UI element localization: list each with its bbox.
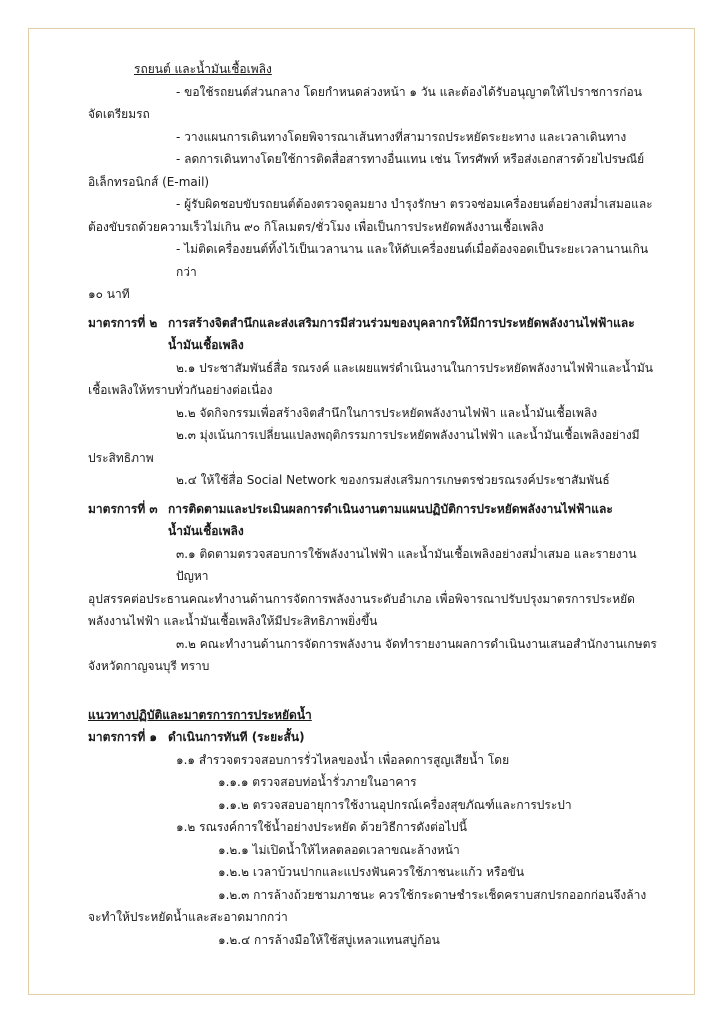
water-section-heading: แนวทางปฏิบัติและมาตรการการประหยัดน้ำ	[88, 707, 312, 722]
measure-3-title-line1: การติดตามและประเมินผลการดำเนินงานตามแผนปฏิบัติการประหยัดพลังงานไฟฟ้าและ	[168, 501, 613, 516]
vehicle-item-5-line2: ๑๐ นาที	[88, 287, 130, 301]
measure-3-label: มาตรการที่ ๓	[88, 501, 158, 516]
measure-2-label: มาตรการที่ ๒	[88, 315, 158, 330]
water-item-1-1-2: ๑.๑.๒ ตรวจสอบอายุการใช้งานอุปกรณ์เครื่องสุขภัณฑ์และการประปา	[218, 797, 572, 812]
vehicle-item-4-line2: ต้องขับรถด้วยความเร็วไม่เกิน ๙๐ กิโลเมตร/ชั่วโมง เพื่อเป็นการประหยัดพลังงานเชื้อเพลิง	[88, 219, 544, 234]
measure-3-title-line2: น้ำมันเชื้อเพลิง	[168, 524, 244, 538]
water-measure-1-title: ดำเนินการทันที (ระยะสั้น)	[168, 730, 305, 744]
water-item-1-1-1: ๑.๑.๑ ตรวจสอบท่อน้ำรั่วภายในอาคาร	[218, 775, 417, 789]
water-item-1-2-3-line2: จะทำให้ประหยัดน้ำและสะอาดมากกว่า	[88, 910, 288, 924]
measure-3-item-2-line1: ๓.๒ คณะทำงานด้านการจัดการพลังงาน จัดทำรายงานผลการดำเนินงานเสนอสำนักงานเกษตร	[176, 636, 657, 651]
measure-2-heading	[88, 312, 668, 357]
water-measure-1-label: มาตรการที่ ๑	[88, 730, 158, 744]
measure-3-item-1-line2: อุปสรรคต่อประธานคณะทำงานด้านการจัดการพลังงานระดับอำเภอ เพื่อพิจารณาปรับปรุงมาตรการประหยัด	[88, 591, 635, 606]
measure-2-item-2: ๒.๒ จัดกิจกรรมเพื่อสร้างจิตสำนึกในการประหยัดพลังงานไฟฟ้า และน้ำมันเชื้อเพลิง	[176, 405, 598, 420]
vehicle-item-4-line1: - ผู้รับผิดชอบขับรถยนต์ต้องตรวจดูลมยาง บำรุงรักษา ตรวจซ่อมเครื่องยนต์อย่างสม่ำเสมอและ	[176, 197, 653, 211]
vehicle-item-1-line1: - ขอใช้รถยนต์ส่วนกลาง โดยกำหนดล่วงหน้า ๑ วัน และต้องได้รับอนุญาตให้ไปราชการก่อน	[176, 84, 642, 99]
water-item-1-2-3-line1: ๑.๒.๓ การล้างถ้วยชามภาชนะ ควรใช้กระดาษชำระเช็ดคราบสกปรกออกก่อนจึงล้าง	[218, 887, 647, 902]
measure-2-item-1-line2: เชื้อเพลิงให้ทราบทั่วกันอย่างต่อเนื่อง	[88, 383, 273, 397]
measure-3-item-1-line3: พลังงานไฟฟ้า และน้ำมันเชื้อเพลิงให้มีประสิทธิภาพยิ่งขึ้น	[88, 614, 378, 628]
vehicle-item-5-line1: - ไม่ติดเครื่องยนต์ทิ้งไว้เป็นเวลานาน และให้ดับเครื่องยนต์เมื่อต้องจอดเป็นระยะเวลานานเกินกว่า	[176, 242, 649, 279]
water-measure-1-heading	[88, 726, 668, 749]
measure-2-item-3-line1: ๒.๓ มุ่งเน้นการเปลี่ยนแปลงพฤติกรรมการประหยัดพลังงานไฟฟ้า และน้ำมันเชื้อเพลิงอย่างมี	[176, 428, 640, 442]
vehicle-section-title: รถยนต์ และน้ำมันเชื้อเพลิง	[134, 62, 272, 76]
water-item-1-2-1: ๑.๒.๑ ไม่เปิดน้ำให้ไหลตลอดเวลาขณะล้างหน้า	[218, 842, 460, 857]
water-item-1-1: ๑.๑ สำรวจตรวจสอบการรั่วไหลของน้ำ เพื่อลดการสูญเสียน้ำ โดย	[176, 752, 510, 767]
vehicle-item-2: - วางแผนการเดินทางโดยพิจารณาเส้นทางที่สามารถประหยัดระยะทาง และเวลาเดินทาง	[176, 129, 627, 144]
measure-2-item-3-line2: ประสิทธิภาพ	[88, 450, 154, 465]
measure-2-item-4: ๒.๔ ให้ใช้สื่อ Social Network ของกรมส่งเสริมการเกษตรช่วยรณรงค์ประชาสัมพันธ์	[176, 473, 610, 487]
measure-2-item-1-line1: ๒.๑ ประชาสัมพันธ์สื่อ รณรงค์ และเผยแพร่ดำเนินงานในการประหยัดพลังงานไฟฟ้าและน้ำมัน	[176, 360, 653, 375]
water-item-1-2-2: ๑.๒.๒ เวลาบ้วนปากและแปรงฟันควรใช้ภาชนะแก้ว หรือขัน	[218, 865, 525, 879]
measure-2-title-line2: น้ำมันเชื้อเพลิง	[168, 338, 244, 352]
measure-3-item-2-line2: จังหวัดกาญจนบุรี ทราบ	[88, 659, 210, 673]
measure-3-item-1-line1: ๓.๑ ติดตามตรวจสอบการใช้พลังงานไฟฟ้า และน้ำมันเชื้อเพลิงอย่างสม่ำเสมอ และรายงานปัญหา	[176, 546, 637, 583]
vehicle-item-3-line2: อิเล็กทรอนิกส์ (E-mail)	[88, 174, 210, 189]
document-body	[88, 58, 668, 951]
water-item-1-2-4: ๑.๒.๔ การล้างมือให้ใช้สบู่เหลวแทนสบู่ก้อน	[218, 932, 440, 947]
water-item-1-2: ๑.๒ รณรงค์การใช้น้ำอย่างประหยัด ด้วยวิธีการดังต่อไปนี้	[176, 820, 467, 834]
vehicle-item-3-line1: - ลดการเดินทางโดยใช้การติดสื่อสารทางอื่นแทน เช่น โทรศัพท์ หรือส่งเอกสารด้วยไปรษณีย์	[176, 152, 645, 166]
vehicle-item-1-line2: จัดเตรียมรถ	[88, 107, 150, 121]
measure-2-title-line1: การสร้างจิตสำนึกและส่งเสริมการมีส่วนร่วมของบุคลากรให้มีการประหยัดพลังงานไฟฟ้าและ	[168, 315, 635, 330]
measure-3-heading	[88, 498, 668, 543]
